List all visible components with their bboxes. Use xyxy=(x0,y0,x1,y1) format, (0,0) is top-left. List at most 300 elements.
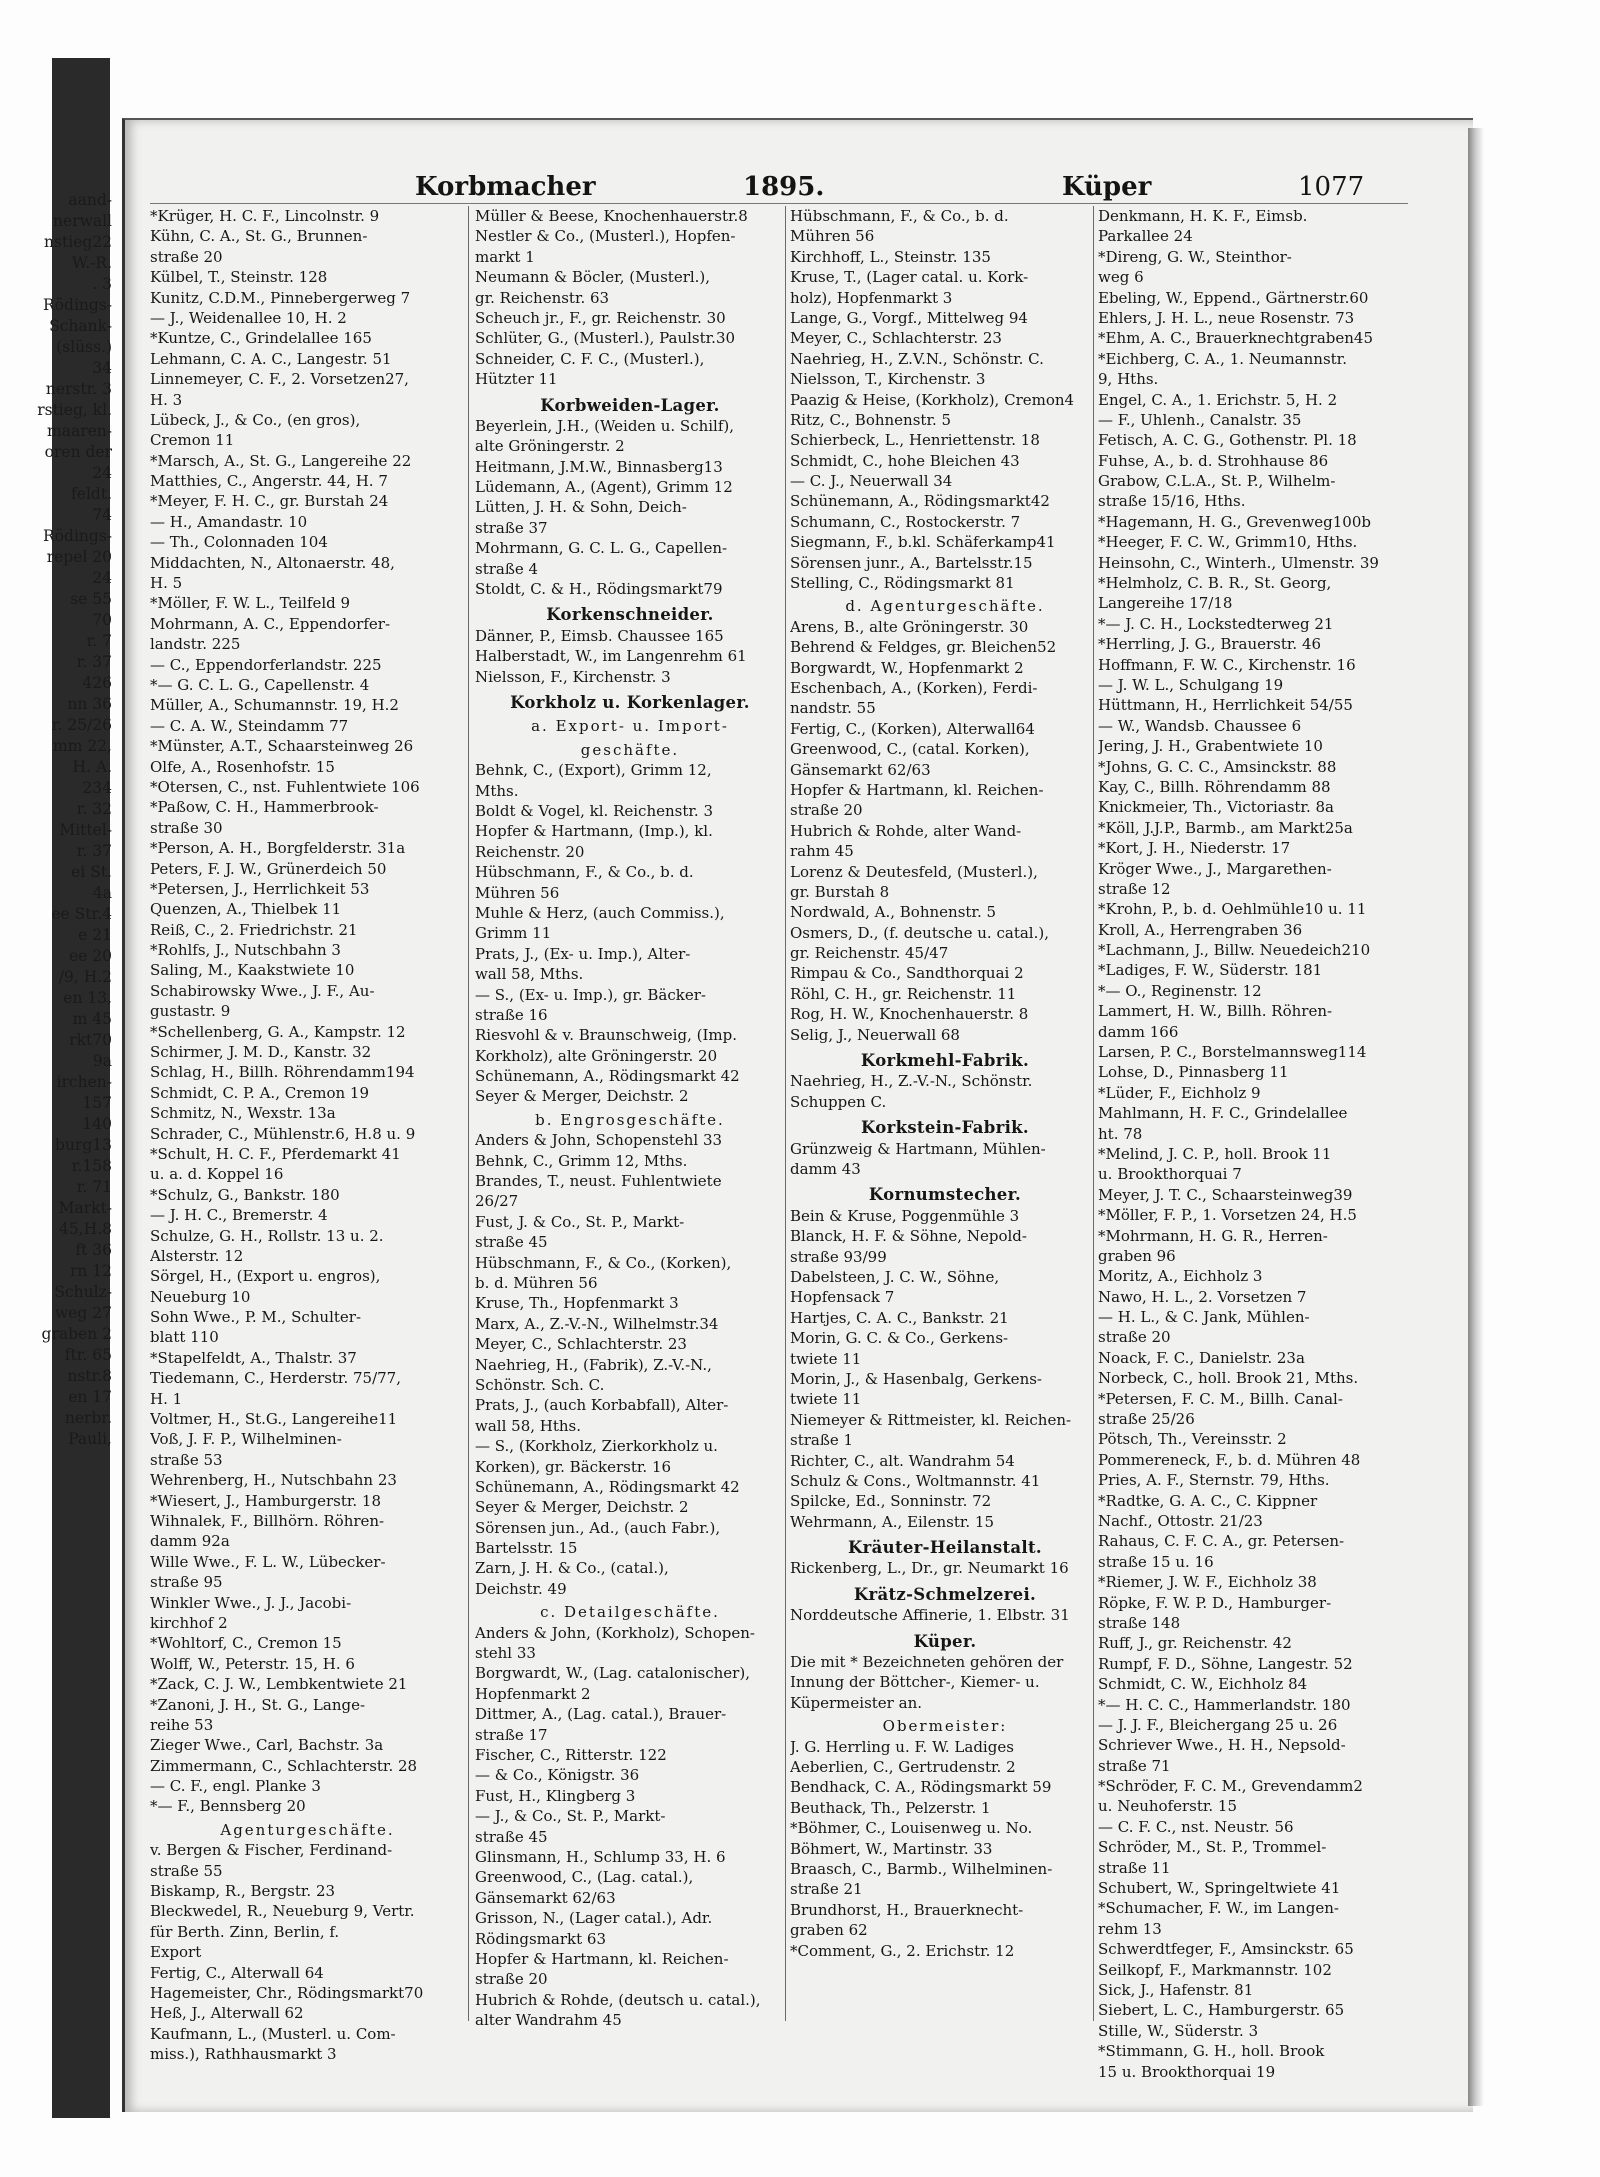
directory-entry: Quenzen, A., Thielbek 11 xyxy=(150,900,342,919)
directory-entry: *Wiesert, J., Hamburgerstr. 18 xyxy=(150,1491,381,1510)
previous-page-fragment: r. 37 xyxy=(76,653,112,671)
directory-entry: Schumann, C., Rostockerstr. 7 xyxy=(790,512,1021,531)
directory-entry: Muhle & Herz, (auch Commiss.), xyxy=(475,903,725,922)
directory-entry: Voltmer, H., St.G., Langereihe11 xyxy=(150,1410,398,1429)
directory-entry: *Marsch, A., St. G., Langereihe 22 xyxy=(150,451,412,470)
directory-entry: Behrend & Feldges, gr. Bleichen52 xyxy=(790,638,1057,657)
column-rule xyxy=(785,206,786,2021)
directory-entry: *Möller, F. W. L., Teilfeld 9 xyxy=(150,594,351,613)
previous-page-fragment: ft 36 xyxy=(75,1241,112,1259)
directory-entry: *Johns, G. C. C., Amsinckstr. 88 xyxy=(1098,757,1337,776)
directory-entry: Greenwood, C., (catal. Korken), xyxy=(790,740,1030,759)
directory-entry: straße 15 u. 16 xyxy=(1098,1552,1214,1571)
directory-entry: Sörensen junr., A., Bartelsstr.15 xyxy=(790,553,1033,572)
directory-entry: Zieger Wwe., Carl, Bachstr. 3a xyxy=(150,1736,384,1755)
directory-entry: Glinsmann, H., Schlump 33, H. 6 xyxy=(475,1847,726,1866)
previous-page-fragment: en 17 xyxy=(68,1388,112,1406)
previous-page-fragment: ftr. 65 xyxy=(64,1346,112,1364)
directory-entry: — F., Uhlenh., Canalstr. 35 xyxy=(1098,410,1302,429)
previous-page-edge xyxy=(0,0,112,2177)
directory-entry: markt 1 xyxy=(475,247,535,266)
directory-entry: Kruse, T., (Lager catal. u. Kork- xyxy=(790,268,1029,287)
directory-entry: Sörensen jun., Ad., (auch Fabr.), xyxy=(475,1518,721,1537)
directory-entry: straße 45 xyxy=(475,1233,548,1252)
directory-entry: miss.), Rathhausmarkt 3 xyxy=(150,2045,337,2064)
directory-entry: Hubrich & Rohde, alter Wand- xyxy=(790,821,1022,840)
section-heading: Kornumstecher. xyxy=(868,1185,1022,1205)
section-heading: Korkstein-Fabrik. xyxy=(861,1118,1029,1138)
directory-entry: Schierbeck, L., Henriettenstr. 18 xyxy=(790,431,1040,450)
page-right-edge xyxy=(1468,128,1484,2106)
directory-entry: Prats, J., (auch Korbabfall), Alter- xyxy=(475,1396,729,1415)
directory-entry: Naehrieg, H., Z.-V.-N., Schönstr. xyxy=(790,1072,1033,1091)
directory-entry: Siegmann, F., b.kl. Schäferkamp41 xyxy=(790,533,1056,552)
directory-entry: straße 55 xyxy=(150,1861,223,1880)
directory-entry: Ehlers, J. H. L., neue Rosenstr. 73 xyxy=(1098,308,1355,327)
section-heading: Krätz-Schmelzerei. xyxy=(853,1584,1037,1604)
page-number: 1077 xyxy=(1298,172,1365,202)
directory-entry: — H. L., & C. Jank, Mühlen- xyxy=(1098,1308,1310,1327)
directory-entry: straße 93/99 xyxy=(790,1247,887,1266)
directory-entry: Borgwardt, W., Hopfenmarkt 2 xyxy=(790,658,1024,677)
directory-entry: Nordwald, A., Bohnenstr. 5 xyxy=(790,903,997,922)
directory-entry: Schönstr. Sch. C. xyxy=(475,1375,605,1394)
directory-entry: Linnemeyer, C. F., 2. Vorsetzen27, xyxy=(150,370,409,389)
directory-entry: Hubrich & Rohde, (deutsch u. catal.), xyxy=(475,1990,761,2009)
directory-entry: Nestler & Co., (Musterl.), Hopfen- xyxy=(475,227,736,246)
directory-entry: *Schulz, G., Bankstr. 180 xyxy=(150,1185,340,1204)
directory-entry: *— O., Reginenstr. 12 xyxy=(1098,981,1262,1000)
directory-entry: Beuthack, Th., Pelzerstr. 1 xyxy=(790,1798,991,1817)
directory-entry: alter Wandrahm 45 xyxy=(475,2011,622,2030)
directory-entry: Schlüter, G., (Musterl.), Paulstr.30 xyxy=(475,329,736,348)
directory-entry: straße 95 xyxy=(150,1573,223,1592)
directory-entry: Scheuch jr., F., gr. Reichenstr. 30 xyxy=(475,308,726,327)
previous-page-fragment: en 13, xyxy=(63,989,112,1007)
directory-entry: Hopfer & Hartmann, kl. Reichen- xyxy=(475,1949,729,1968)
directory-entry: Marx, A., Z.-V.-N., Wilhelmstr.34 xyxy=(475,1314,719,1333)
directory-entry: Hübschmann, F., & Co., b. d. xyxy=(475,863,694,882)
directory-entry: Mahlmann, H. F. C., Grindelallee xyxy=(1098,1104,1348,1123)
directory-entry: straße 15/16, Hths. xyxy=(1098,492,1246,511)
directory-entry: Meyer, C., Schlachterstr. 23 xyxy=(475,1335,687,1354)
directory-entry: Fertig, C., (Korken), Alterwall64 xyxy=(790,719,1035,738)
directory-entry: Larsen, P. C., Borstelmannsweg114 xyxy=(1098,1043,1367,1062)
previous-page-fragment: 70 xyxy=(92,611,112,629)
directory-entry: *Person, A. H., Borgfelderstr. 31a xyxy=(150,839,406,858)
directory-entry: Halberstadt, W., im Langenrehm 61 xyxy=(475,647,747,666)
directory-column-4 xyxy=(1098,206,1408,2082)
previous-page-fragment: ee 20 xyxy=(69,947,112,965)
directory-entry: — S., (Korkholz, Zierkorkholz u. xyxy=(475,1437,718,1456)
directory-entry: Kirchhoff, L., Steinstr. 135 xyxy=(790,247,991,266)
column-rule xyxy=(468,206,469,2021)
directory-entry: straße 1 xyxy=(790,1431,854,1450)
previous-page-fragment: mm 22, xyxy=(53,737,112,755)
directory-entry: gr. Reichenstr. 45/47 xyxy=(790,944,949,963)
previous-page-fragment: aand- xyxy=(68,191,112,209)
directory-entry: Schmidt, C., hohe Bleichen 43 xyxy=(790,451,1020,470)
directory-entry: Sörgel, H., (Export u. engros), xyxy=(150,1267,381,1286)
directory-entry: Stoldt, C. & H., Rödingsmarkt79 xyxy=(475,580,723,599)
directory-entry: *Schröder, F. C. M., Grevendamm2 xyxy=(1098,1777,1363,1796)
directory-entry: Niemeyer & Rittmeister, kl. Reichen- xyxy=(790,1410,1072,1429)
directory-entry: graben 62 xyxy=(790,1921,868,1940)
directory-entry: Osmers, D., (f. deutsche u. catal.), xyxy=(790,923,1049,942)
directory-entry: Grisson, N., (Lager catal.), Adr. xyxy=(475,1909,713,1928)
directory-entry: — J., Weidenallee 10, H. 2 xyxy=(150,308,347,327)
directory-entry: alte Gröningerstr. 2 xyxy=(475,437,625,456)
directory-entry: Moritz, A., Eichholz 3 xyxy=(1098,1267,1263,1286)
directory-entry: stehl 33 xyxy=(475,1644,536,1663)
directory-entry: Hopfenmarkt 2 xyxy=(475,1684,591,1703)
directory-entry: Meyer, C., Schlachterstr. 23 xyxy=(790,329,1002,348)
section-heading: Korkmehl-Fabrik. xyxy=(860,1051,1030,1071)
directory-entry: Export xyxy=(150,1943,202,1962)
directory-entry: — W., Wandsb. Chaussee 6 xyxy=(1098,716,1302,735)
directory-entry: weg 6 xyxy=(1098,268,1144,287)
directory-entry: Seyer & Merger, Deichstr. 2 xyxy=(475,1498,689,1517)
directory-entry: *Köll, J.J.P., Barmb., am Markt25a xyxy=(1098,818,1353,837)
directory-entry: Middachten, N., Altonaerstr. 48, xyxy=(150,553,395,572)
directory-entry: Mohrmann, G. C. L. G., Capellen- xyxy=(475,539,728,558)
directory-entry: Greenwood, C., (Lag. catal.), xyxy=(475,1868,694,1887)
directory-entry: — Th., Colonnaden 104 xyxy=(150,533,328,552)
directory-entry: Heinsohn, C., Winterh., Ulmenstr. 39 xyxy=(1098,553,1379,572)
directory-entry: Rahaus, C. F. C. A., gr. Petersen- xyxy=(1098,1532,1345,1551)
directory-entry: Röpke, F. W. P. D., Hamburger- xyxy=(1098,1593,1332,1612)
previous-page-fragment: nstieg22 xyxy=(44,233,112,251)
subsection-heading: a. Export- u. Import- xyxy=(531,717,729,736)
previous-page-fragment: 24 xyxy=(92,464,112,482)
directory-entry: Hübschmann, F., & Co., (Korken), xyxy=(475,1253,732,1272)
directory-entry: Külbel, T., Steinstr. 128 xyxy=(150,268,328,287)
directory-entry: straße 12 xyxy=(1098,879,1171,898)
directory-entry: Mohrmann, A. C., Eppendorfer- xyxy=(150,614,391,633)
previous-page-fragment: 34 xyxy=(92,359,112,377)
directory-entry: 26/27 xyxy=(475,1192,519,1211)
directory-entry: straße 11 xyxy=(1098,1858,1171,1877)
directory-entry: straße 20 xyxy=(1098,1328,1171,1347)
previous-page-fragments xyxy=(0,190,112,1450)
directory-entry: Peters, F. J. W., Grünerdeich 50 xyxy=(150,859,387,878)
directory-entry: — J. J. F., Bleichergang 25 u. 26 xyxy=(1098,1715,1338,1734)
directory-entry: Nawo, H. L., 2. Vorsetzen 7 xyxy=(1098,1287,1307,1306)
directory-entry: Böhmert, W., Martinstr. 33 xyxy=(790,1839,993,1858)
directory-entry: *Petersen, F. C. M., Billh. Canal- xyxy=(1098,1389,1343,1408)
directory-entry: Schulze, G. H., Rollstr. 13 u. 2. xyxy=(150,1226,384,1245)
directory-entry: Cremon 11 xyxy=(150,431,235,450)
directory-entry: Korken), gr. Bäckerstr. 16 xyxy=(475,1457,672,1476)
previous-page-fragment: Schank- xyxy=(49,317,112,335)
directory-entry: damm 43 xyxy=(790,1160,861,1179)
previous-page-fragment: Mittel- xyxy=(59,821,112,839)
directory-entry: Lüdemann, A., (Agent), Grimm 12 xyxy=(475,478,733,497)
directory-entry: straße 17 xyxy=(475,1725,548,1744)
directory-entry: straße 16 xyxy=(475,1005,548,1024)
directory-entry: Anders & John, Schopenstehl 33 xyxy=(475,1131,723,1150)
column-rule xyxy=(1093,206,1094,2021)
directory-entry: Rödingsmarkt 63 xyxy=(475,1929,606,1948)
directory-entry: Stelling, C., Rödingsmarkt 81 xyxy=(790,574,1015,593)
previous-page-fragment: 140 xyxy=(82,1115,112,1133)
previous-page-fragment: 9a xyxy=(92,1052,112,1070)
previous-page-fragment: ei St. xyxy=(71,863,112,881)
directory-entry: — C., Eppendorferlandstr. 225 xyxy=(150,655,382,674)
directory-entry: Saling, M., Kaakstwiete 10 xyxy=(150,961,355,980)
directory-entry: Paazig & Heise, (Korkholz), Cremon4 xyxy=(790,390,1075,409)
directory-entry: Anders & John, (Korkholz), Schopen- xyxy=(475,1623,755,1642)
directory-entry: wall 58, Hths. xyxy=(475,1416,582,1435)
previous-page-fragment: W.-R. xyxy=(72,254,112,272)
directory-entry: Fuhse, A., b. d. Strohhause 86 xyxy=(1098,451,1329,470)
directory-entry: straße 45 xyxy=(475,1827,548,1846)
directory-entry: *Kort, J. H., Niederstr. 17 xyxy=(1098,839,1291,858)
directory-entry: straße 148 xyxy=(1098,1613,1181,1632)
directory-entry: Nielsson, T., Kirchenstr. 3 xyxy=(790,370,986,389)
previous-page-fragment: oren der xyxy=(44,443,112,461)
subsection-heading: d. Agenturgeschäfte. xyxy=(845,597,1045,616)
directory-entry: — & Co., Königstr. 36 xyxy=(475,1766,640,1785)
directory-entry: *Münster, A.T., Schaarsteinweg 26 xyxy=(150,737,414,756)
directory-entry: Blanck, H. F. & Söhne, Nepold- xyxy=(790,1227,1027,1246)
directory-entry: *Krohn, P., b. d. Oehlmühle10 u. 11 xyxy=(1098,900,1367,919)
previous-page-fragment: 157 xyxy=(82,1094,112,1112)
directory-entry: Noack, F. C., Danielstr. 23a xyxy=(1098,1348,1305,1367)
directory-entry: — C. F., engl. Planke 3 xyxy=(150,1777,321,1796)
directory-entry: Dabelsteen, J. C. W., Söhne, xyxy=(790,1267,1000,1286)
directory-entry: damm 92a xyxy=(150,1532,230,1551)
directory-entry: ht. 78 xyxy=(1098,1124,1143,1143)
directory-entry: Beyerlein, J.H., (Weiden u. Schilf), xyxy=(475,416,735,435)
directory-entry: *Meyer, F. H. C., gr. Burstah 24 xyxy=(150,492,389,511)
previous-page-fragment: 74 xyxy=(92,506,112,524)
directory-entry: Braasch, C., Barmb., Wilhelminen- xyxy=(790,1859,1053,1878)
previous-page-fragment: (slüss.) xyxy=(56,338,112,356)
section-heading: Korbweiden-Lager. xyxy=(540,395,720,415)
directory-entry: *Lachmann, J., Billw. Neuedeich210 xyxy=(1098,941,1371,960)
directory-entry: b. d. Mühren 56 xyxy=(475,1274,598,1293)
directory-entry: straße 71 xyxy=(1098,1756,1171,1775)
directory-entry: Norddeutsche Affinerie, 1. Elbstr. 31 xyxy=(790,1606,1070,1625)
directory-entry: Morin, G. C. & Co., Gerkens- xyxy=(790,1329,1009,1348)
directory-entry: *Schellenberg, G. A., Kampstr. 12 xyxy=(150,1022,406,1041)
previous-page-fragment: ee Str.4 xyxy=(51,905,112,923)
directory-entry: *Möller, F. P., 1. Vorsetzen 24, H.5 xyxy=(1098,1206,1357,1225)
directory-entry: *— J. C. H., Lockstedterweg 21 xyxy=(1098,614,1334,633)
directory-entry: Richter, C., alt. Wandrahm 54 xyxy=(790,1451,1015,1470)
directory-entry: Schünemann, A., Rödingsmarkt42 xyxy=(790,492,1050,511)
directory-entry: straße 37 xyxy=(475,518,548,537)
directory-entry: Behnk, C., (Export), Grimm 12, xyxy=(475,761,712,780)
previous-page-fragment: maaren- xyxy=(47,422,112,440)
directory-entry: — J. W. L., Schulgang 19 xyxy=(1098,675,1284,694)
directory-entry: — C. J., Neuerwall 34 xyxy=(790,472,953,491)
directory-entry: Hagemeister, Chr., Rödingsmarkt70 xyxy=(150,1984,424,2002)
directory-entry: Brandes, T., neust. Fuhlentwiete xyxy=(475,1172,722,1191)
directory-entry: Kröger Wwe., J., Margarethen- xyxy=(1098,859,1332,878)
directory-entry: Hopfensack 7 xyxy=(790,1288,895,1307)
directory-entry: Kroll, A., Herrengraben 36 xyxy=(1098,920,1303,939)
previous-page-fragment: r.158 xyxy=(71,1157,112,1175)
directory-entry: v. Bergen & Fischer, Ferdinand- xyxy=(150,1841,393,1860)
directory-entry: *Paßow, C. H., Hammerbrook- xyxy=(150,798,379,817)
directory-entry: Hüttmann, H., Herrlichkeit 54/55 xyxy=(1098,696,1353,715)
directory-entry: Heitmann, J.M.W., Binnasberg13 xyxy=(475,457,723,476)
directory-entry: Ruff, J., gr. Reichenstr. 42 xyxy=(1098,1634,1292,1653)
directory-entry: Sohn Wwe., P. M., Schulter- xyxy=(150,1308,362,1327)
directory-entry: Hützter 11 xyxy=(475,370,558,389)
directory-entry: holz), Hopfenmarkt 3 xyxy=(790,288,953,307)
directory-entry: Rickenberg, L., Dr., gr. Neumarkt 16 xyxy=(790,1559,1069,1578)
directory-entry: Kruse, Th., Hopfenmarkt 3 xyxy=(475,1294,679,1313)
directory-entry: u. Brookthorquai 7 xyxy=(1098,1165,1242,1184)
directory-entry: Boldt & Vogel, kl. Reichenstr. 3 xyxy=(475,802,713,821)
directory-entry: Naehrieg, H., Z.V.N., Schönstr. C. xyxy=(790,349,1044,368)
directory-entry: Stille, W., Süderstr. 3 xyxy=(1098,2021,1259,2040)
previous-page-fragment: rstieg, kl. xyxy=(37,401,112,419)
directory-entry: Lehmann, C. A. C., Langestr. 51 xyxy=(150,349,392,368)
directory-entry: Schmidt, C. W., Eichholz 84 xyxy=(1098,1675,1308,1694)
section-heading: Korkenschneider. xyxy=(546,605,714,625)
directory-entry: Schünemann, A., Rödingsmarkt 42 xyxy=(475,1477,740,1496)
directory-entry: twiete 11 xyxy=(790,1390,862,1409)
directory-entry: *Melind, J. C. P., holl. Brook 11 xyxy=(1098,1144,1332,1163)
directory-entry: Rog, H. W., Knochenhauerstr. 8 xyxy=(790,1005,1029,1024)
section-heading: Küper. xyxy=(913,1631,977,1651)
directory-entry: Schmitz, N., Wexstr. 13a xyxy=(150,1104,336,1123)
directory-entry: Schmidt, C. P. A., Cremon 19 xyxy=(150,1083,370,1102)
directory-entry: *Stimmann, G. H., holl. Brook xyxy=(1098,2042,1325,2061)
previous-page-fragment: repel 20 xyxy=(46,548,112,566)
directory-entry: Fust, H., Klingberg 3 xyxy=(475,1786,636,1805)
directory-entry: straße 53 xyxy=(150,1450,223,1469)
directory-entry: straße 4 xyxy=(475,559,539,578)
directory-entry: Lange, G., Vorgf., Mittelweg 94 xyxy=(790,308,1028,327)
directory-entry: Kaufmann, L., (Musterl. u. Com- xyxy=(150,2024,396,2043)
previous-page-fragment: Pauli, xyxy=(68,1430,112,1448)
directory-entry: gr. Burstah 8 xyxy=(790,882,890,901)
directory-entry: Engel, C. A., 1. Erichstr. 5, H. 2 xyxy=(1098,390,1338,409)
directory-entry: Seilkopf, F., Markmannstr. 102 xyxy=(1098,1960,1332,1979)
directory-entry: *— H. C. C., Hammerlandstr. 180 xyxy=(1098,1695,1351,1714)
directory-entry: Zarn, J. H. & Co., (catal.), xyxy=(475,1559,669,1578)
directory-entry: — H., Amandastr. 10 xyxy=(150,512,308,531)
directory-entry: Grünzweig & Hartmann, Mühlen- xyxy=(790,1139,1046,1158)
directory-entry: Parkallee 24 xyxy=(1098,227,1193,246)
directory-entry: *Mohrmann, H. G. R., Herren- xyxy=(1098,1226,1328,1245)
previous-page-fragment: 24 xyxy=(92,569,112,587)
directory-entry: kirchhof 2 xyxy=(150,1613,228,1632)
previous-page-fragment: m 45 xyxy=(72,1010,112,1028)
directory-entry: Bleckwedel, R., Neueburg 9, Vertr. xyxy=(150,1902,415,1921)
directory-entry: reihe 53 xyxy=(150,1715,214,1734)
directory-entry: Zimmermann, C., Schlachterstr. 28 xyxy=(150,1756,418,1775)
previous-page-fragment: r. 7 xyxy=(86,632,112,650)
directory-entry: Küpermeister an. xyxy=(790,1693,922,1712)
directory-entry: *Kuntze, C., Grindelallee 165 xyxy=(150,329,372,348)
directory-entry: *Zanoni, J. H., St. G., Lange- xyxy=(150,1695,366,1714)
directory-column-1 xyxy=(150,206,465,2065)
directory-entry: Fetisch, A. C. G., Gothenstr. Pl. 18 xyxy=(1098,431,1357,450)
directory-entry: *— G. C. L. G., Capellenstr. 4 xyxy=(150,675,370,694)
directory-entry: damm 166 xyxy=(1098,1022,1179,1041)
directory-entry: rehm 13 xyxy=(1098,1919,1162,1938)
directory-entry: Rumpf, F. D., Söhne, Langestr. 52 xyxy=(1098,1654,1353,1673)
directory-entry: twiete 11 xyxy=(790,1349,862,1368)
directory-entry: nandstr. 55 xyxy=(790,699,876,718)
previous-page-fragment: r. 71 xyxy=(76,1178,112,1196)
directory-entry: Langereihe 17/18 xyxy=(1098,594,1233,613)
directory-entry: Mths. xyxy=(475,781,519,800)
section-heading: Kräuter-Heilanstalt. xyxy=(848,1538,1042,1558)
directory-entry: Müller, A., Schumannstr. 19, H.2 xyxy=(150,696,399,715)
directory-entry: *Stapelfeldt, A., Thalstr. 37 xyxy=(150,1348,357,1367)
previous-page-fragment: H. A. xyxy=(72,758,112,776)
directory-entry: *Schult, H. C. F., Pferdemarkt 41 xyxy=(150,1144,401,1163)
directory-column-3 xyxy=(790,206,1100,1961)
previous-page-fragment: se 55 xyxy=(70,590,112,608)
directory-entry: Arens, B., alte Gröningerstr. 30 xyxy=(790,617,1029,636)
header-year: 1895. xyxy=(743,172,825,202)
directory-entry: Reiß, C., 2. Friedrichstr. 21 xyxy=(150,920,358,939)
directory-entry: Biskamp, R., Bergstr. 23 xyxy=(150,1882,336,1901)
directory-entry: straße 20 xyxy=(790,801,863,820)
directory-entry: Schirmer, J. M. D., Kanstr. 32 xyxy=(150,1043,372,1062)
directory-entry: Riesvohl & v. Braunschweig, (Imp. xyxy=(475,1026,737,1045)
directory-entry: Schünemann, A., Rödingsmarkt 42 xyxy=(475,1067,740,1086)
previous-page-fragment: 234 xyxy=(82,779,112,797)
directory-entry: Morin, J., & Hasenbalg, Gerkens- xyxy=(790,1369,1042,1388)
directory-entry: *Eichberg, C. A., 1. Neumannstr. xyxy=(1098,349,1347,368)
directory-entry: Schröder, M., St. P., Trommel- xyxy=(1098,1838,1327,1857)
previous-page-fragment: nerwall xyxy=(53,212,112,230)
directory-entry: Schwerdtfeger, F., Amsinckstr. 65 xyxy=(1098,1940,1354,1959)
directory-entry: gustastr. 9 xyxy=(150,1002,231,1021)
directory-entry: Bartelsstr. 15 xyxy=(475,1539,578,1558)
directory-entry: Borgwardt, W., (Lag. catalonischer), xyxy=(475,1664,750,1683)
directory-entry: u. Neuhoferstr. 15 xyxy=(1098,1797,1238,1816)
directory-entry: *Rohlfs, J., Nutschbahn 3 xyxy=(150,941,341,960)
previous-page-fragment: e 21 xyxy=(78,926,112,944)
directory-entry: Schlag, H., Billh. Röhrendamm194 xyxy=(150,1063,415,1082)
previous-page-fragment: r. 37 xyxy=(76,842,112,860)
directory-entry: H. 5 xyxy=(150,574,183,593)
directory-entry: Pries, A. F., Sternstr. 79, Hths. xyxy=(1098,1471,1330,1490)
directory-entry: Matthies, C., Angerstr. 44, H. 7 xyxy=(150,472,388,491)
directory-entry: 9, Hths. xyxy=(1098,370,1159,389)
directory-entry: *Ehm, A. C., Brauerknechtgraben45 xyxy=(1098,329,1373,348)
directory-entry: Hopfer & Hartmann, (Imp.), kl. xyxy=(475,822,713,841)
directory-entry: J. G. Herrling u. F. W. Ladiges xyxy=(790,1737,1014,1756)
directory-entry: Ebeling, W., Eppend., Gärtnerstr.60 xyxy=(1098,288,1369,307)
directory-entry: gr. Reichenstr. 63 xyxy=(475,288,610,307)
directory-entry: Jering, J. H., Grabentwiete 10 xyxy=(1098,737,1323,756)
directory-entry: — S., (Ex- u. Imp.), gr. Bäcker- xyxy=(475,985,706,1004)
subsection-heading: Obermeister: xyxy=(882,1717,1008,1736)
directory-entry: Kunitz, C.D.M., Pinnebergerweg 7 xyxy=(150,288,411,307)
directory-entry: Wille Wwe., F. L. W., Lübecker- xyxy=(150,1552,386,1571)
directory-entry: Mühren 56 xyxy=(475,883,560,902)
previous-page-fragment: 4a xyxy=(92,884,112,902)
directory-entry: Sick, J., Hafenstr. 81 xyxy=(1098,1980,1254,1999)
directory-entry: Rimpau & Co., Sandthorquai 2 xyxy=(790,964,1024,983)
directory-entry: *Wohltorf, C., Cremon 15 xyxy=(150,1634,342,1653)
directory-entry: Prats, J., (Ex- u. Imp.), Alter- xyxy=(475,944,691,963)
directory-entry: Dänner, P., Eimsb. Chaussee 165 xyxy=(475,626,724,645)
directory-entry: *Direng, G. W., Steinthor- xyxy=(1098,247,1292,266)
directory-entry: *Zack, C. J. W., Lembkentwiete 21 xyxy=(150,1675,408,1694)
